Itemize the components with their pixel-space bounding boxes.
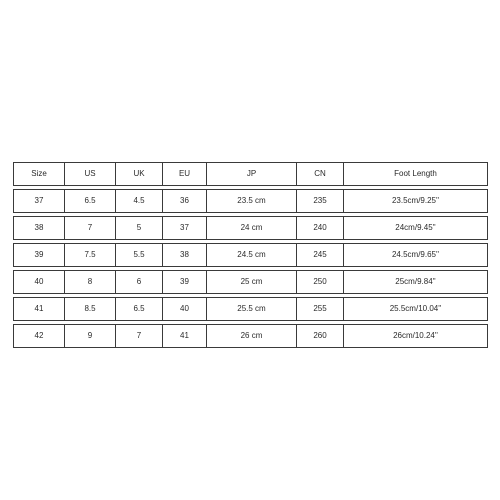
cell-foot-length: 25.5cm/10.04'' (344, 298, 488, 321)
header-cell-us: US (65, 163, 116, 186)
cell-jp: 24 cm (207, 217, 297, 240)
cell-cn: 235 (297, 190, 344, 213)
cell-cn: 245 (297, 244, 344, 267)
cell-size: 38 (14, 217, 65, 240)
table-row (14, 217, 488, 240)
cell-foot-length: 24.5cm/9.65'' (344, 244, 488, 267)
cell-eu: 39 (163, 271, 207, 294)
header-cell-jp: JP (207, 163, 297, 186)
cell-size: 42 (14, 325, 65, 348)
cell-eu: 41 (163, 325, 207, 348)
cell-foot-length: 23.5cm/9.25'' (344, 190, 488, 213)
cell-cn: 260 (297, 325, 344, 348)
cell-foot-length: 26cm/10.24'' (344, 325, 488, 348)
header-cell-eu: EU (163, 163, 207, 186)
cell-jp: 26 cm (207, 325, 297, 348)
table-row (14, 325, 488, 348)
cell-jp: 25 cm (207, 271, 297, 294)
cell-us: 9 (65, 325, 116, 348)
cell-us: 6.5 (65, 190, 116, 213)
cell-size: 40 (14, 271, 65, 294)
header-cell-size: Size (14, 163, 65, 186)
cell-cn: 250 (297, 271, 344, 294)
cell-uk: 4.5 (116, 190, 163, 213)
cell-us: 7 (65, 217, 116, 240)
cell-us: 7.5 (65, 244, 116, 267)
cell-eu: 40 (163, 298, 207, 321)
cell-foot-length: 24cm/9.45'' (344, 217, 488, 240)
cell-cn: 255 (297, 298, 344, 321)
cell-jp: 23.5 cm (207, 190, 297, 213)
cell-jp: 24.5 cm (207, 244, 297, 267)
cell-size: 41 (14, 298, 65, 321)
table-row (14, 244, 488, 267)
size-chart-table (13, 162, 488, 348)
cell-us: 8.5 (65, 298, 116, 321)
cell-size: 39 (14, 244, 65, 267)
cell-jp: 25.5 cm (207, 298, 297, 321)
header-cell-cn: CN (297, 163, 344, 186)
cell-uk: 6.5 (116, 298, 163, 321)
cell-foot-length: 25cm/9.84'' (344, 271, 488, 294)
cell-uk: 5.5 (116, 244, 163, 267)
table-row (14, 298, 488, 321)
cell-eu: 38 (163, 244, 207, 267)
cell-uk: 7 (116, 325, 163, 348)
cell-eu: 37 (163, 217, 207, 240)
header-cell-foot-length: Foot Length (344, 163, 488, 186)
table-row (14, 271, 488, 294)
cell-size: 37 (14, 190, 65, 213)
cell-us: 8 (65, 271, 116, 294)
cell-eu: 36 (163, 190, 207, 213)
cell-cn: 240 (297, 217, 344, 240)
table-row (14, 190, 488, 213)
cell-uk: 6 (116, 271, 163, 294)
cell-uk: 5 (116, 217, 163, 240)
header-cell-uk: UK (116, 163, 163, 186)
table-header-row (14, 163, 488, 186)
